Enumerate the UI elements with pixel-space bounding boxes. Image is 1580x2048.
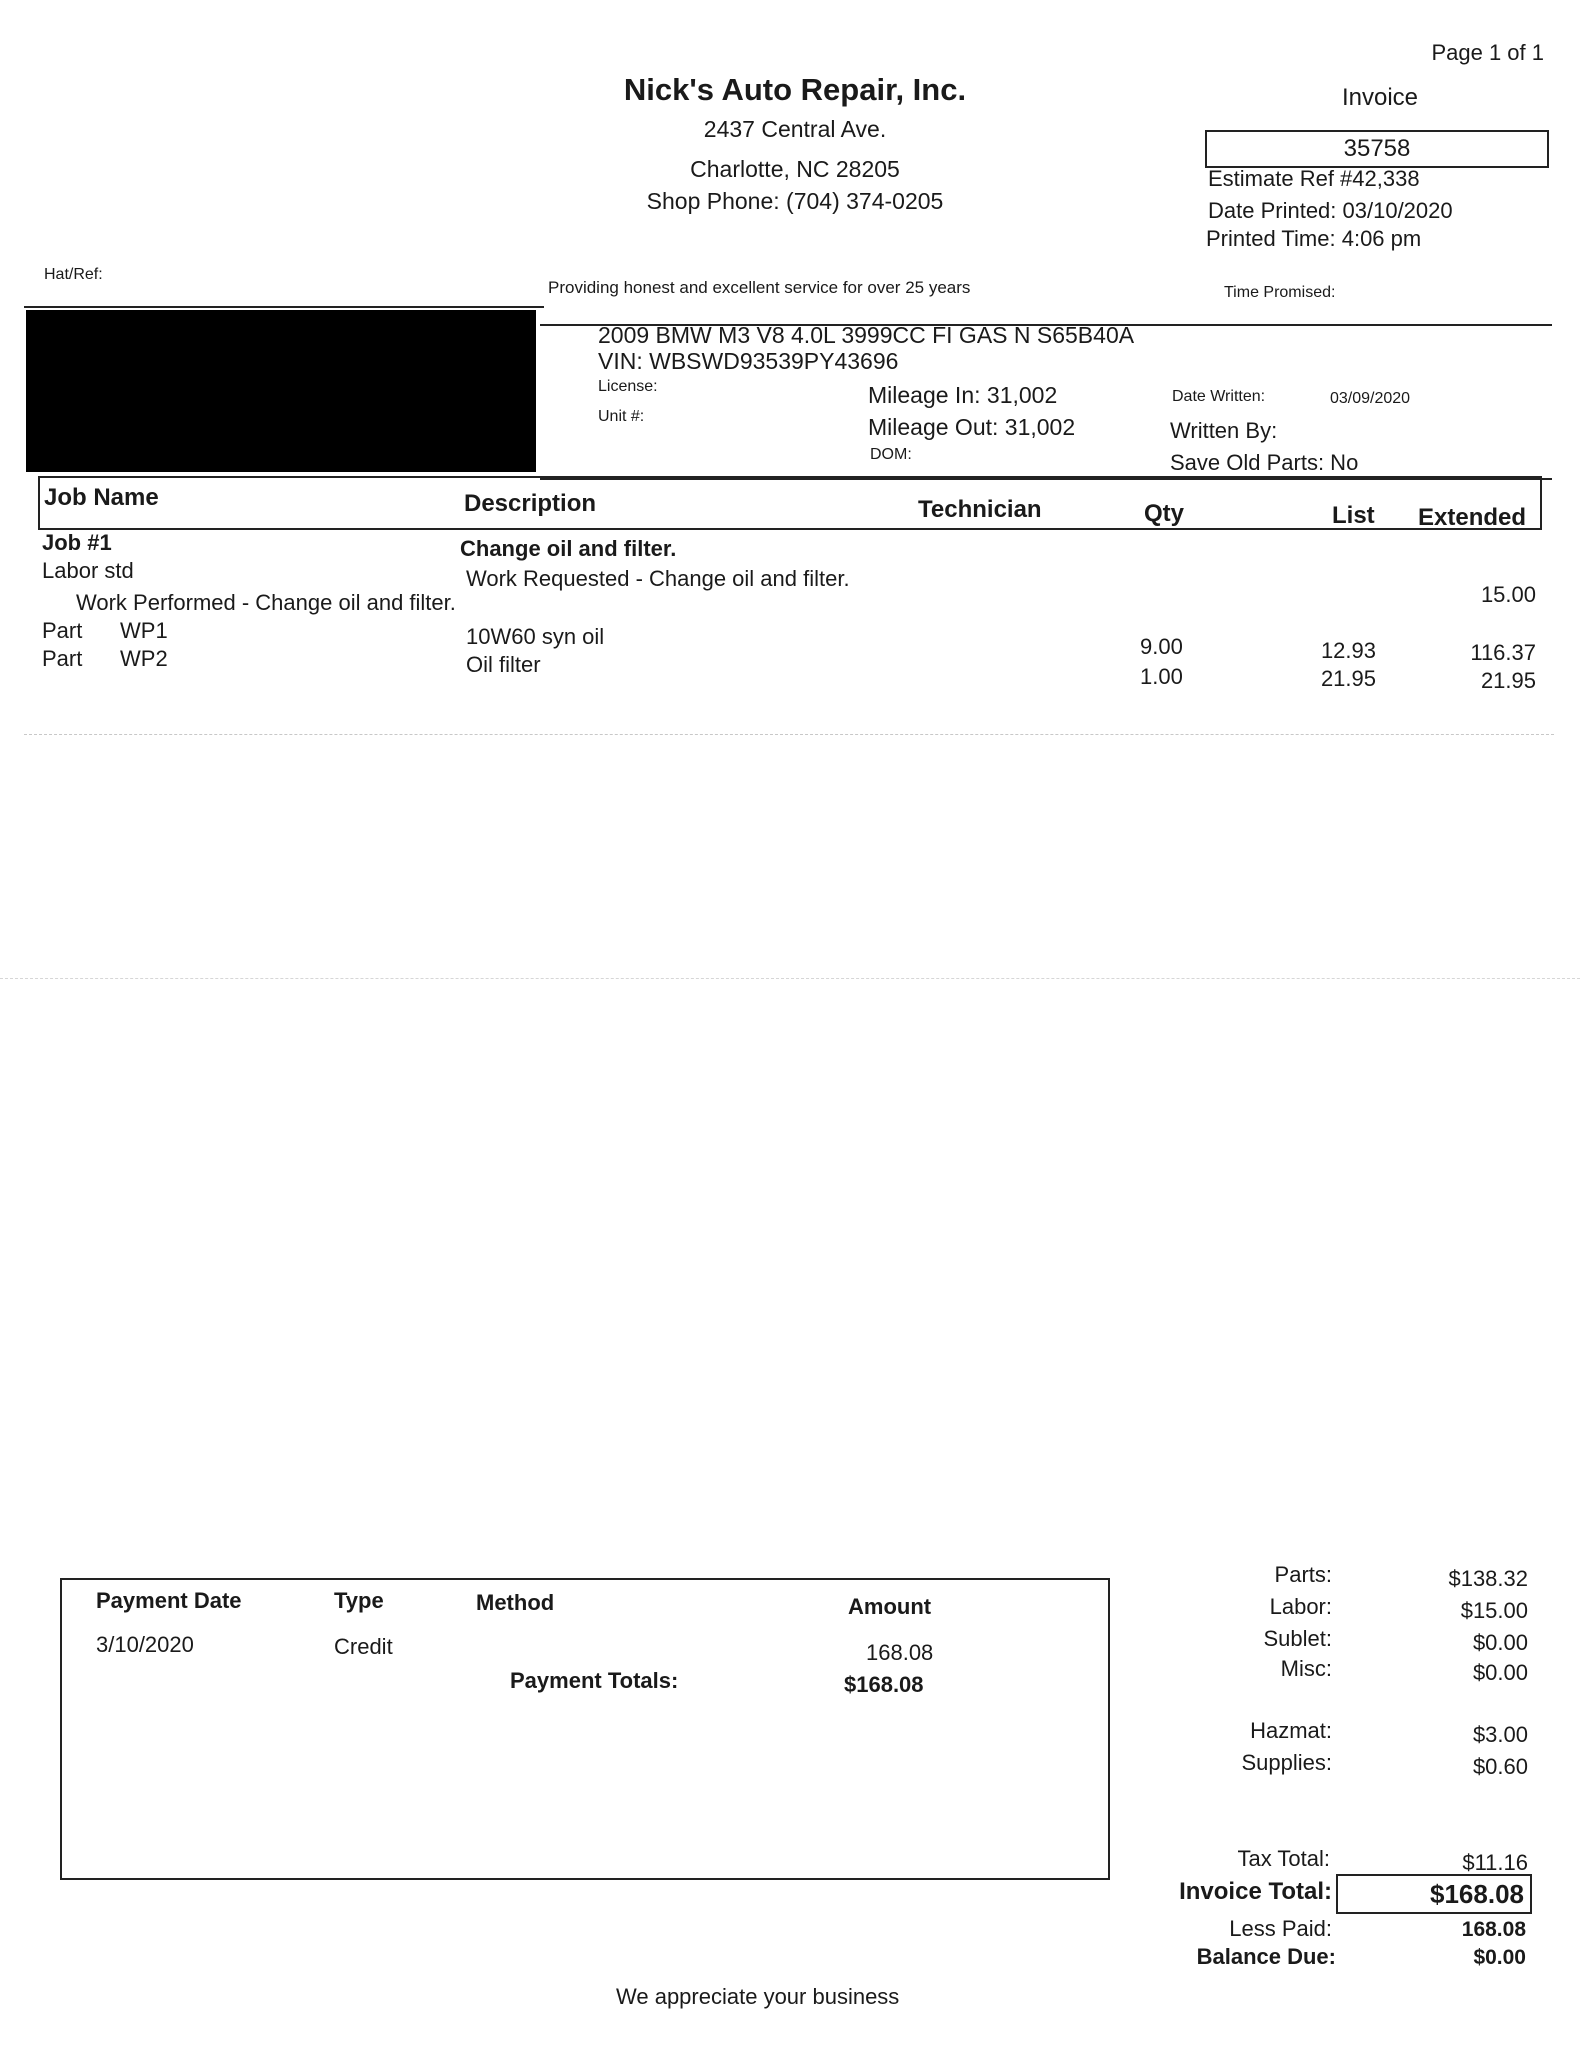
sublet-total-value: $0.00 (1472, 1630, 1528, 1655)
part-extended: 116.37 (1470, 640, 1536, 665)
shop-address: 2437 Central Ave. (703, 116, 887, 142)
labor-line: Labor std (42, 558, 134, 583)
part-description: 10W60 syn oil (466, 624, 605, 649)
payment-amount: 168.08 (866, 1640, 934, 1665)
labor-total-value: $15.00 (1460, 1598, 1528, 1623)
shop-name: Nick's Auto Repair, Inc. (623, 72, 967, 107)
part-list: 21.95 (1320, 666, 1376, 691)
col-technician: Technician (918, 496, 1042, 523)
supplies-total-value: $0.60 (1472, 1754, 1528, 1779)
sublet-total-label: Sublet: (1263, 1626, 1332, 1651)
part-qty: 1.00 (1140, 664, 1183, 689)
shop-phone: Shop Phone: (704) 374-0205 (646, 188, 944, 214)
payment-box (60, 1578, 1110, 1880)
vehicle-description: 2009 BMW M3 V8 4.0L 3999CC FI GAS N S65B40A (598, 322, 1135, 348)
printed-time: Printed Time: 4:06 pm (1206, 226, 1422, 251)
date-printed: Date Printed: 03/10/2020 (1208, 198, 1453, 223)
col-list: List (1332, 502, 1375, 529)
header-divider-left (24, 306, 544, 308)
vehicle-vin: VIN: WBSWD93539PY43696 (598, 348, 899, 374)
parts-total-label: Parts: (1274, 1562, 1332, 1587)
supplies-total-label: Supplies: (1241, 1750, 1332, 1775)
less-paid-value: 168.08 (1461, 1918, 1526, 1941)
less-paid-label: Less Paid: (1229, 1916, 1332, 1941)
invoice-number (1205, 130, 1549, 168)
date-written-value: 03/09/2020 (1330, 390, 1411, 407)
payment-totals-label: Payment Totals: (510, 1668, 679, 1693)
balance-due-label: Balance Due: (1196, 1944, 1336, 1969)
payment-date: 3/10/2020 (96, 1632, 194, 1657)
work-requested: Work Requested - Change oil and filter. (466, 566, 850, 591)
job-description: Change oil and filter. (460, 536, 677, 561)
page-number: Page 1 of 1 (1431, 40, 1544, 65)
part-type: Part (42, 646, 83, 671)
invoice-total-value: $168.08 (1430, 1879, 1524, 1909)
col-extended: Extended (1418, 504, 1527, 531)
part-description: Oil filter (466, 652, 541, 677)
estimate-ref: Estimate Ref #42,338 (1208, 166, 1420, 191)
part-qty: 9.00 (1140, 634, 1183, 659)
footer-message: We appreciate your business (616, 1984, 900, 2009)
work-performed: Work Performed - Change oil and filter. (76, 590, 456, 615)
labor-extended: 15.00 (1480, 582, 1536, 607)
invoice-label: Invoice (1341, 84, 1419, 111)
tagline: Providing honest and excellent service for over 25 years (548, 278, 971, 297)
payment-col-amount: Amount (848, 1594, 932, 1619)
part-extended: 21.95 (1480, 668, 1536, 693)
balance-due-value: $0.00 (1473, 1946, 1526, 1969)
col-description: Description (464, 490, 597, 517)
payment-col-type: Type (334, 1588, 384, 1613)
invoice-total-label: Invoice Total: (1179, 1878, 1332, 1905)
job-name: Job #1 (42, 530, 112, 555)
col-job-name: Job Name (44, 484, 159, 511)
mileage-out: Mileage Out: 31,002 (868, 414, 1076, 440)
invoice-number-text: 35758 (1343, 135, 1411, 162)
part-code: WP1 (120, 618, 168, 643)
shop-city: Charlotte, NC 28205 (690, 156, 900, 182)
part-list: 12.93 (1320, 638, 1376, 663)
date-written-label: Date Written: (1172, 388, 1266, 405)
mileage-in: Mileage In: 31,002 (868, 382, 1058, 408)
dom-label: DOM: (870, 446, 912, 463)
misc-total-label: Misc: (1280, 1656, 1332, 1681)
invoice-total-box (1336, 1874, 1532, 1914)
license-label: License: (598, 378, 658, 395)
tax-total-label: Tax Total: (1237, 1846, 1330, 1871)
payment-col-method: Method (476, 1590, 555, 1615)
labor-total-label: Labor: (1269, 1594, 1332, 1619)
part-type: Part (42, 618, 83, 643)
hazmat-total-value: $3.00 (1472, 1722, 1528, 1747)
hazmat-total-label: Hazmat: (1250, 1718, 1332, 1743)
parts-total-value: $138.32 (1448, 1566, 1528, 1591)
payment-col-date: Payment Date (96, 1588, 242, 1613)
redacted-customer-block (26, 310, 536, 472)
written-by-label: Written By: (1170, 418, 1278, 443)
hat-ref-label: Hat/Ref: (44, 266, 103, 283)
misc-total-value: $0.00 (1472, 1660, 1528, 1685)
payment-totals-value: $168.08 (844, 1672, 924, 1697)
tax-total-value: $11.16 (1462, 1850, 1528, 1875)
job-section-divider (24, 734, 1554, 735)
save-old-parts: Save Old Parts: No (1170, 450, 1359, 475)
col-qty: Qty (1144, 500, 1185, 527)
payment-type: Credit (334, 1634, 393, 1659)
unit-label: Unit #: (598, 408, 645, 425)
time-promised-label: Time Promised: (1224, 284, 1336, 301)
part-code: WP2 (120, 646, 168, 671)
page-fold (0, 978, 1580, 979)
job-table-header (38, 476, 1542, 530)
